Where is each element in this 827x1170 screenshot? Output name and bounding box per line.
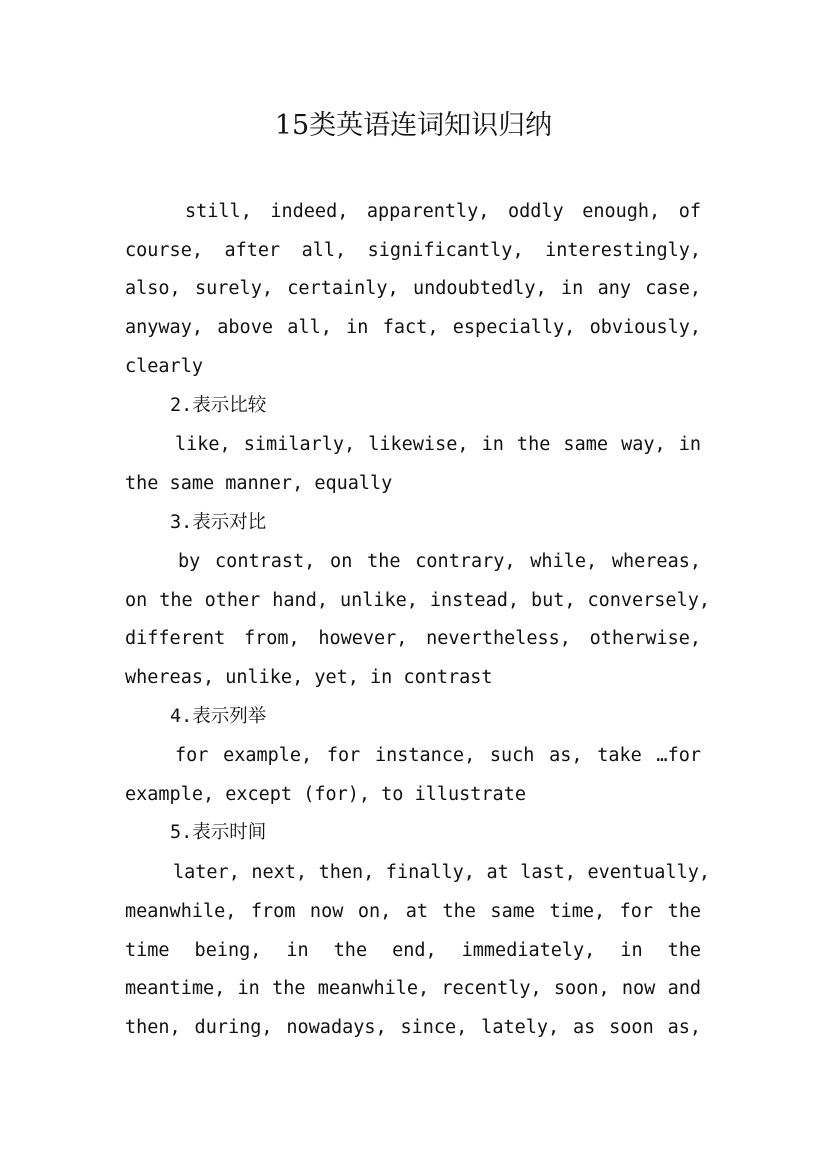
text-line: also, surely, certainly, undoubtedly, in any case,	[125, 278, 701, 299]
section-heading: 4.表示列举	[170, 706, 267, 727]
text-line: meantime, in the meanwhile, recently, soon, now and	[125, 978, 701, 999]
text-line: for example, for instance, such as, take …for	[175, 745, 701, 766]
text-line: anyway, above all, in fact, especially, obviously,	[125, 317, 701, 338]
text-line: later, next, then, finally, at last, eventually,	[173, 862, 710, 883]
text-line: example, except (for), to illustrate	[125, 784, 526, 805]
text-line: on the other hand, unlike, instead, but, conversely,	[125, 590, 710, 611]
text-line: meanwhile, from now on, at the same time, for the	[125, 901, 701, 922]
section-heading: 5.表示时间	[170, 822, 267, 843]
section-heading: 2.表示比较	[170, 395, 267, 416]
text-line: course, after all, significantly, interestingly,	[125, 240, 701, 261]
document-title: 15类英语连词知识归纳	[274, 110, 553, 141]
text-line: whereas, unlike, yet, in contrast	[125, 667, 493, 688]
section-heading: 3.表示对比	[170, 512, 267, 533]
text-line: the same manner, equally	[125, 473, 393, 494]
text-line: different from, however, nevertheless, otherwise,	[125, 628, 701, 649]
text-line: then, during, nowadays, since, lately, as soon as,	[125, 1017, 701, 1038]
text-line: still, indeed, apparently, oddly enough, of	[185, 201, 701, 222]
text-line: time being, in the end, immediately, in the	[125, 940, 701, 961]
text-line: clearly	[125, 356, 203, 377]
text-line: like, similarly, likewise, in the same way, in	[175, 434, 701, 455]
text-line: by contrast, on the contrary, while, whereas,	[178, 551, 701, 572]
